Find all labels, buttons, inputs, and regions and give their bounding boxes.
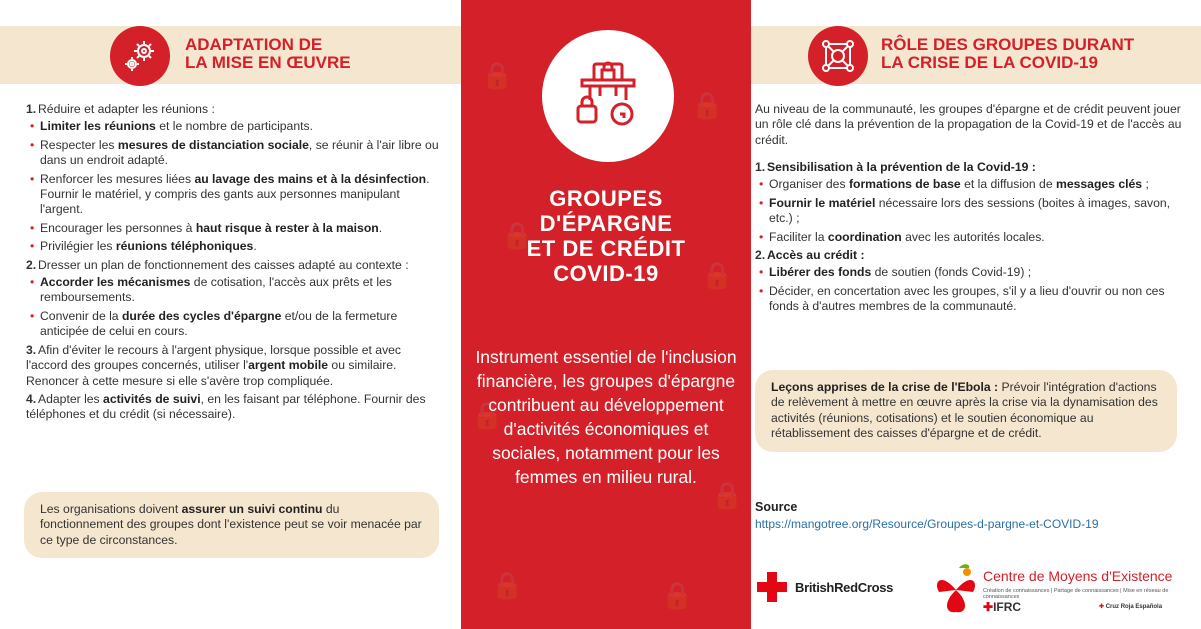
- source-label: Source: [755, 500, 798, 514]
- lock-pattern-icon: 🔒: [691, 90, 724, 120]
- sub-item: • Convenir de la durée des cycles d'épargne et/ou de la fermeture anticipée de celui en cours.: [26, 309, 441, 340]
- lock-pattern-icon: 🔒: [711, 480, 744, 510]
- lock-pattern-icon: 🔒: [501, 220, 534, 250]
- cme-leaf-icon: [931, 562, 981, 618]
- left-title: ADAPTATION DE LA MISE EN ŒUVRE: [185, 35, 351, 72]
- list-item: 1. Réduire et adapter les réunions : • Limiter les réunions et le nombre de participants. • Respecter les mesures de distanciation sociale, se réunir à l'air libre ou dans un endroit adapté. • Renforcer les mesures liées au lavage des mains et à la désinfection. Fournir le matériel, y compris des gants aux personnes manipulant l'argent. • Encourager les personnes à haut risque à rester à la maison. • Privilégier les réunions téléphoniques.: [26, 102, 441, 255]
- lock-pattern-icon: 🔒: [701, 260, 734, 290]
- cme-logo: Centre de Moyens d'Existence Création de connaissances | Partage de connaissances | Mise en réseau de connaissances ✚IFRC ✚ Cruz Roja Española: [931, 560, 1191, 620]
- role-list: [755, 160, 1190, 318]
- sub-item: • Limiter les réunions et le nombre de participants.: [26, 119, 441, 134]
- source-link[interactable]: https://mangotree.org/Resource/Groupes-d-pargne-et-COVID-19: [755, 517, 1099, 531]
- savings-box-icon: [542, 30, 674, 162]
- right-intro: Au niveau de la communauté, les groupes d'épargne et de crédit peuvent jouer un rôle clé dans la prévention de la propagation de la Covid-19 et de l'accès au crédit.: [755, 102, 1182, 147]
- network-icon: [808, 26, 868, 86]
- left-callout: Les organisations doivent assurer un suivi continu du fonctionnement des groupes dont l'existence peut se voir menacée par ce type de circonstances.: [24, 492, 439, 558]
- middle-body: Instrument essentiel de l'inclusion financière, les groupes d'épargne contribuent au développement d'activités économiques et sociales, notamment pour les femmes en milieu rural.: [475, 347, 737, 487]
- middle-column: [461, 0, 751, 629]
- sub-item: • Décider, en concertation avec les groupes, s'il y a lieu d'ouvrir ou non ces fonds à d'autres membres de la communauté.: [755, 284, 1190, 315]
- list-item: 3. Afin d'éviter le recours à l'argent physique, lorsque possible et avec l'accord des groupes concernés, utiliser l'argent mobile ou similaire. Renoncer à cette mesure si elle s'avère trop compliquée.: [26, 342, 402, 388]
- sub-item: • Fournir le matériel nécessaire lors des sessions (boites à images, savon, etc.) ;: [755, 196, 1190, 227]
- sub-item: • Encourager les personnes à haut risque à rester à la maison.: [26, 221, 441, 236]
- sub-item: • Privilégier les réunions téléphoniques.: [26, 239, 441, 254]
- lock-pattern-icon: 🔒: [491, 570, 524, 600]
- list-item: 4. Adapter les activités de suivi, en les faisant par téléphone. Fournir des téléphones et du crédit (si nécessaire).: [26, 391, 426, 422]
- sub-item: • Organiser des formations de base et la diffusion de messages clés ;: [755, 177, 1190, 192]
- lock-pattern-icon: 🔒: [471, 400, 504, 430]
- british-red-cross-logo: BritishRedCross: [757, 572, 893, 602]
- sub-item: • Faciliter la coordination avec les autorités locales.: [755, 230, 1190, 245]
- list-item: 2. Accès au crédit : • Libérer des fonds de soutien (fonds Covid-19) ; • Décider, en concertation avec les groupes, s'il y a lieu d'ouvrir ou non ces fonds à d'autres membres de la communauté.: [755, 248, 1190, 315]
- sub-item: • Accorder les mécanismes de cotisation, l'accès aux prêts et les remboursements.: [26, 275, 441, 306]
- red-cross-icon: [757, 572, 787, 602]
- lock-pattern-icon: 🔒: [661, 580, 694, 610]
- gears-icon: [110, 26, 170, 86]
- sub-item: • Libérer des fonds de soutien (fonds Covid-19) ;: [755, 265, 1190, 280]
- sub-item: • Renforcer les mesures liées au lavage des mains et à la désinfection. Fournir le matériel, y compris des gants aux personnes manipulant l'argent.: [26, 172, 441, 218]
- sub-item: • Respecter les mesures de distanciation sociale, se réunir à l'air libre ou dans un endroit adapté.: [26, 138, 441, 169]
- lock-pattern-icon: 🔒: [481, 60, 514, 90]
- right-column: [751, 0, 1201, 629]
- list-item: 2. Dresser un plan de fonctionnement des caisses adapté au contexte : • Accorder les mécanismes de cotisation, l'accès aux prêts et les remboursements. • Convenir de la durée des cycles d'épargne et/ou de la fermeture anticipée de celui en cours.: [26, 258, 441, 340]
- right-title: RÔLE DES GROUPES DURANT LA CRISE DE LA COVID-19: [881, 35, 1135, 72]
- left-column: [0, 0, 461, 629]
- adaptation-list: [26, 102, 441, 426]
- middle-title: GROUPES D'ÉPARGNE ET DE CRÉDIT COVID-19: [526, 186, 686, 286]
- list-item: 1. Sensibilisation à la prévention de la Covid-19 : • Organiser des formations de base et la diffusion de messages clés ; • Fournir le matériel nécessaire lors des sessions (boites à images, savon, etc.) ; • Faciliter la coordination avec les autorités locales.: [755, 160, 1190, 245]
- right-callout: Leçons apprises de la crise de l'Ebola : Prévoir l'intégration d'actions de relèvement à mettre en œuvre après la crise via la dynamisation des activités (réunions, cotisations) et le soutien économique au rétablissement des caisses d'épargne et de crédit.: [755, 370, 1177, 452]
